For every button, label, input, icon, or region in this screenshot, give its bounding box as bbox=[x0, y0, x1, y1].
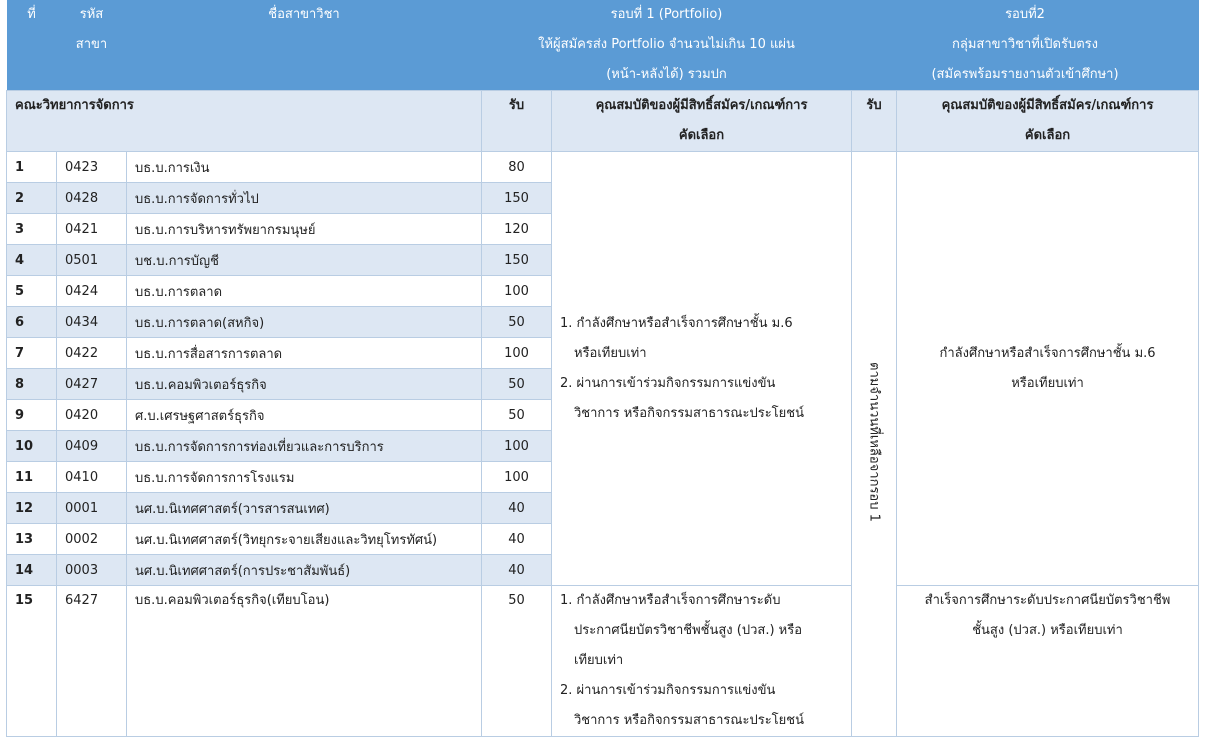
criteria-r2g1-line2: หรือเทียบเท่า bbox=[1011, 375, 1084, 391]
row-no: 7 bbox=[7, 338, 57, 369]
row-code: 0428 bbox=[57, 183, 127, 214]
row-name: บช.บ.การบัญชี bbox=[127, 245, 482, 276]
criteria1-header bbox=[552, 91, 852, 152]
header-round2-line2: กลุ่มสาขาวิชาที่เปิดรับตรง bbox=[852, 30, 1199, 60]
row-code: 0424 bbox=[57, 276, 127, 307]
row-intake: 40 bbox=[482, 493, 552, 524]
row-no: 3 bbox=[7, 214, 57, 245]
row-intake: 50 bbox=[482, 307, 552, 338]
table-row bbox=[7, 152, 1199, 183]
row-code: 0003 bbox=[57, 555, 127, 586]
row-intake: 120 bbox=[482, 214, 552, 245]
row-intake: 100 bbox=[482, 276, 552, 307]
row-code: 6427 bbox=[57, 586, 127, 737]
row-no: 4 bbox=[7, 245, 57, 276]
admission-table bbox=[6, 0, 1199, 737]
row-no: 10 bbox=[7, 431, 57, 462]
intake1-header: รับ bbox=[482, 91, 552, 152]
criteria-round2-group1 bbox=[897, 152, 1199, 586]
criteria-r1g1-line3: 2. ผ่านการเข้าร่วมกิจกรรมการแข่งขัน bbox=[560, 375, 776, 391]
criteria-round2-group2 bbox=[897, 586, 1199, 737]
row-name: บธ.บ.การบริหารทรัพยากรมนุษย์ bbox=[127, 214, 482, 245]
criteria1-header-line1: คุณสมบัติของผู้มีสิทธิ์สมัคร/เกณฑ์การ bbox=[595, 98, 808, 113]
criteria-r1g2-line4: 2. ผ่านการเข้าร่วมกิจกรรมการแข่งขัน bbox=[560, 683, 776, 698]
row-code: 0422 bbox=[57, 338, 127, 369]
header-row-2 bbox=[7, 30, 1199, 60]
row-no: 8 bbox=[7, 369, 57, 400]
header-code: รหัส bbox=[57, 0, 127, 30]
criteria-round1-group2 bbox=[552, 586, 852, 737]
criteria-r2g2-line2: ชั้นสูง (ปวส.) หรือเทียบเท่า bbox=[972, 623, 1123, 638]
row-no: 2 bbox=[7, 183, 57, 214]
row-intake: 50 bbox=[482, 369, 552, 400]
row-intake: 100 bbox=[482, 431, 552, 462]
criteria2-header-line1: คุณสมบัติของผู้มีสิทธิ์สมัคร/เกณฑ์การ bbox=[941, 98, 1154, 113]
row-code: 0427 bbox=[57, 369, 127, 400]
intake2-header: รับ bbox=[852, 91, 897, 152]
header-row-1 bbox=[7, 0, 1199, 30]
criteria2-header bbox=[897, 91, 1199, 152]
header-round1-line3: (หน้า-หลังได้) รวมปก bbox=[482, 60, 852, 91]
row-intake: 40 bbox=[482, 555, 552, 586]
row-intake: 50 bbox=[482, 400, 552, 431]
intake-round2-text: ตามจำนวนที่เหลือจากรอบ 1 bbox=[866, 362, 882, 522]
row-code: 0409 bbox=[57, 431, 127, 462]
row-intake: 50 bbox=[482, 586, 552, 737]
criteria-round1-group1 bbox=[552, 152, 852, 586]
header-row-3 bbox=[7, 60, 1199, 91]
row-name: บธ.บ.การตลาด(สหกิจ) bbox=[127, 307, 482, 338]
row-intake: 100 bbox=[482, 462, 552, 493]
row-code: 0423 bbox=[57, 152, 127, 183]
criteria-r2g1-line1: กำลังศึกษาหรือสำเร็จการศึกษาชั้น ม.6 bbox=[939, 345, 1156, 361]
criteria2-header-line2: คัดเลือก bbox=[1024, 128, 1071, 143]
header-round1-title: รอบที่ 1 (Portfolio) bbox=[482, 0, 852, 30]
row-no: 9 bbox=[7, 400, 57, 431]
header-code-line2: สาขา bbox=[57, 30, 127, 60]
criteria-r1g1-line2: หรือเทียบเท่า bbox=[574, 345, 647, 361]
row-no: 12 bbox=[7, 493, 57, 524]
row-no: 13 bbox=[7, 524, 57, 555]
row-name: บธ.บ.คอมพิวเตอร์ธุรกิจ(เทียบโอน) bbox=[127, 586, 482, 737]
criteria-r1g1-line4: วิชาการ หรือกิจกรรมสาธารณะประโยชน์ bbox=[574, 405, 804, 421]
row-no: 5 bbox=[7, 276, 57, 307]
row-code: 0002 bbox=[57, 524, 127, 555]
row-intake: 150 bbox=[482, 183, 552, 214]
row-name: บธ.บ.คอมพิวเตอร์ธุรกิจ bbox=[127, 369, 482, 400]
header-name: ชื่อสาขาวิชา bbox=[127, 0, 482, 30]
row-no: 14 bbox=[7, 555, 57, 586]
row-code: 0421 bbox=[57, 214, 127, 245]
row-intake: 100 bbox=[482, 338, 552, 369]
row-name: นศ.บ.นิเทศศาสตร์(วารสารสนเทศ) bbox=[127, 493, 482, 524]
row-code: 0410 bbox=[57, 462, 127, 493]
row-name: บธ.บ.การสื่อสารการตลาด bbox=[127, 338, 482, 369]
row-name: นศ.บ.นิเทศศาสตร์(การประชาสัมพันธ์) bbox=[127, 555, 482, 586]
header-round2-title: รอบที่2 bbox=[852, 0, 1199, 30]
row-name: บธ.บ.การตลาด bbox=[127, 276, 482, 307]
criteria-r1g1-line1: 1. กำลังศึกษาหรือสำเร็จการศึกษาชั้น ม.6 bbox=[560, 315, 793, 331]
row-intake: 80 bbox=[482, 152, 552, 183]
row-code: 0501 bbox=[57, 245, 127, 276]
row-name: บธ.บ.การจัดการการท่องเที่ยวและการบริการ bbox=[127, 431, 482, 462]
row-no: 11 bbox=[7, 462, 57, 493]
faculty-name: คณะวิทยาการจัดการ bbox=[7, 91, 482, 152]
subheader-row bbox=[7, 91, 1199, 152]
row-name: ศ.บ.เศรษฐศาสตร์ธุรกิจ bbox=[127, 400, 482, 431]
header-round1-line2: ให้ผู้สมัครส่ง Portfolio จำนวนไม่เกิน 10 แผ่น bbox=[482, 30, 852, 60]
row-code: 0420 bbox=[57, 400, 127, 431]
row-intake: 150 bbox=[482, 245, 552, 276]
criteria1-header-line2: คัดเลือก bbox=[678, 128, 725, 143]
row-code: 0434 bbox=[57, 307, 127, 338]
row-no: 6 bbox=[7, 307, 57, 338]
row-no: 1 bbox=[7, 152, 57, 183]
row-name: บธ.บ.การจัดการการโรงแรม bbox=[127, 462, 482, 493]
intake-round2 bbox=[852, 152, 897, 737]
row-no: 15 bbox=[7, 586, 57, 737]
row-name: นศ.บ.นิเทศศาสตร์(วิทยุกระจายเสียงและวิทยุโทรทัศน์) bbox=[127, 524, 482, 555]
row-name: บธ.บ.การเงิน bbox=[127, 152, 482, 183]
header-no: ที่ bbox=[7, 0, 57, 30]
row-name: บธ.บ.การจัดการทั่วไป bbox=[127, 183, 482, 214]
criteria-r1g2-line5: วิชาการ หรือกิจกรรมสาธารณะประโยชน์ bbox=[574, 713, 804, 728]
table-row bbox=[7, 586, 1199, 737]
row-code: 0001 bbox=[57, 493, 127, 524]
criteria-r1g2-line1: 1. กำลังศึกษาหรือสำเร็จการศึกษาระดับ bbox=[560, 593, 781, 608]
criteria-r1g2-line2: ประกาศนียบัตรวิชาชีพชั้นสูง (ปวส.) หรือ bbox=[574, 623, 803, 638]
row-intake: 40 bbox=[482, 524, 552, 555]
header-round2-line3: (สมัครพร้อมรายงานตัวเข้าศึกษา) bbox=[852, 60, 1199, 91]
criteria-r2g2-line1: สำเร็จการศึกษาระดับประกาศนียบัตรวิชาชีพ bbox=[924, 593, 1171, 608]
criteria-r1g2-line3: เทียบเท่า bbox=[574, 653, 624, 668]
